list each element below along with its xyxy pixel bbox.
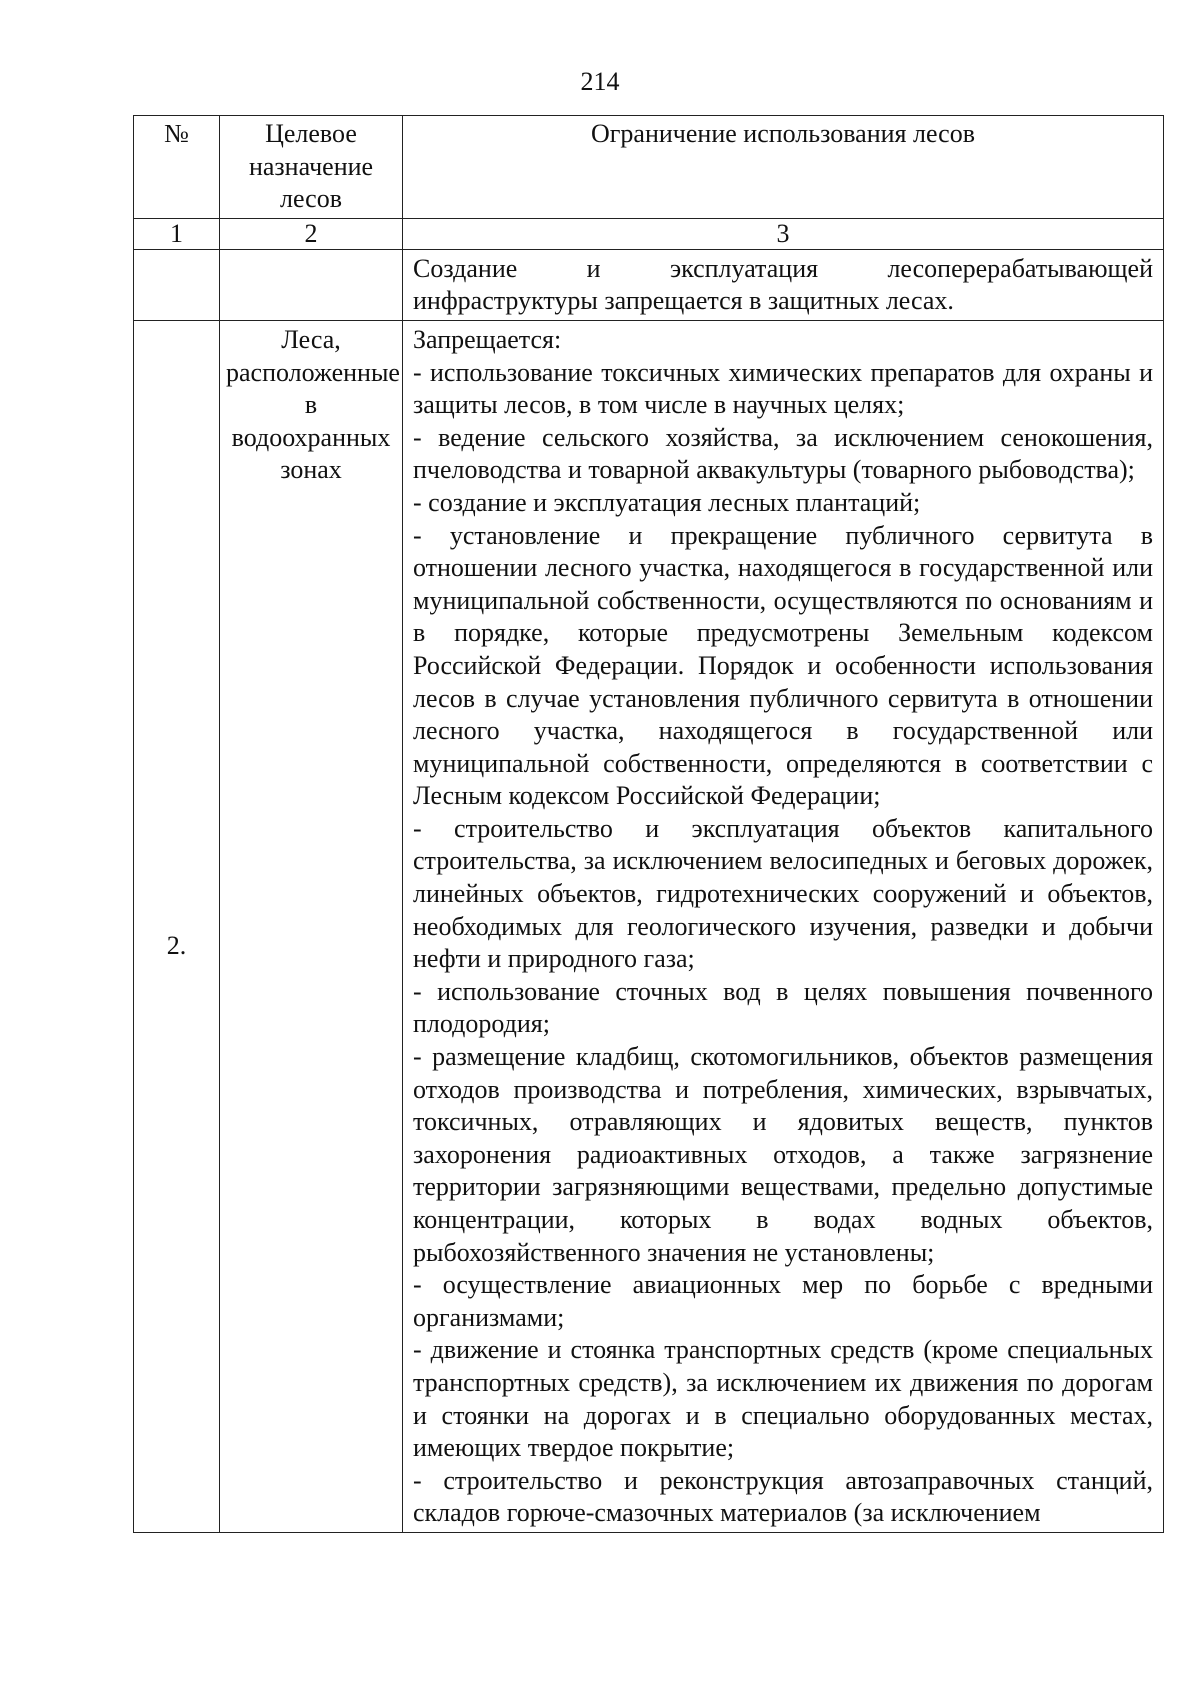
header-purpose: Целевое назначение лесов — [220, 116, 403, 219]
continuation-number-cell — [134, 249, 220, 320]
row-restrictions — [403, 320, 1164, 1532]
restrictions-table — [133, 115, 1164, 1533]
restriction-item: - строительство и реконструкция автозаправочных станций, складов горюче-смазочных материалов (за исключением — [413, 1465, 1153, 1528]
column-index-3: 3 — [403, 218, 1164, 249]
column-index-1: 1 — [134, 218, 220, 249]
page-number: 214 — [580, 67, 620, 96]
table-row — [134, 249, 1164, 320]
continuation-purpose-cell — [220, 249, 403, 320]
restriction-item: - использование сточных вод в целях повышения почвенного плодородия; — [413, 976, 1153, 1039]
column-index-row — [134, 218, 1164, 249]
restriction-item: - размещение кладбищ, скотомогильников, объектов размещения отходов производства и потребления, химических, взрывчатых, токсичных, отравляющих и ядовитых веществ, пунктов захоронения радиоактивных отходов, а также загрязнение территории загрязняющими веществами, предельно допустимые концентрации, которых в водах водных объектов, рыбохозяйственного значения не установлены; — [413, 1042, 1153, 1267]
row-purpose: Леса, расположенные в водоохранных зонах — [220, 320, 403, 1532]
restriction-item: - установление и прекращение публичного сервитута в отношении лесного участка, находящегося в государственной или муниципальной собственности, осуществляются по основаниям и в порядке, которые предусмотрены Земельным кодексом Российской Федерации. Порядок и особенности использования лесов в случае установления публичного сервитута в отношении лесного участка, находящегося в государственной или муниципальной собственности, определяются в соответствии с Лесным кодексом Российской Федерации; — [413, 520, 1153, 811]
restriction-item: - создание и эксплуатация лесных плантаций; — [413, 487, 921, 517]
restriction-item: - движение и стоянка транспортных средств (кроме специальных транспортных средств), за исключением их движения по дорогам и стоянки на дорогах и в специально оборудованных местах, имеющих твердое покрытие; — [413, 1335, 1153, 1463]
column-index-2: 2 — [220, 218, 403, 249]
header-number: № — [134, 116, 220, 219]
continuation-text: Создание и эксплуатация лесоперерабатывающей инфраструктуры запрещается в защитных лесах. — [403, 249, 1164, 320]
restriction-item: - ведение сельского хозяйства, за исключением сенокошения, пчеловодства и товарной аквакультуры (товарного рыбоводства); — [413, 422, 1153, 485]
restriction-item: - использование токсичных химических препаратов для охраны и защиты лесов, в том числе в научных целях; — [413, 357, 1153, 420]
restriction-item: - строительство и эксплуатация объектов капитального строительства, за исключением велосипедных и беговых дорожек, линейных объектов, гидротехнических сооружений и объектов, необходимых для геологического изучения, разведки и добычи нефти и природного газа; — [413, 813, 1153, 974]
table-row — [134, 320, 1164, 1532]
header-restriction: Ограничение использования лесов — [403, 116, 1164, 219]
restriction-intro: Запрещается: — [413, 324, 562, 354]
row-number: 2. — [134, 320, 220, 1532]
restriction-item: - осуществление авиационных мер по борьбе с вредными организмами; — [413, 1270, 1153, 1332]
table-header-row — [134, 116, 1164, 219]
